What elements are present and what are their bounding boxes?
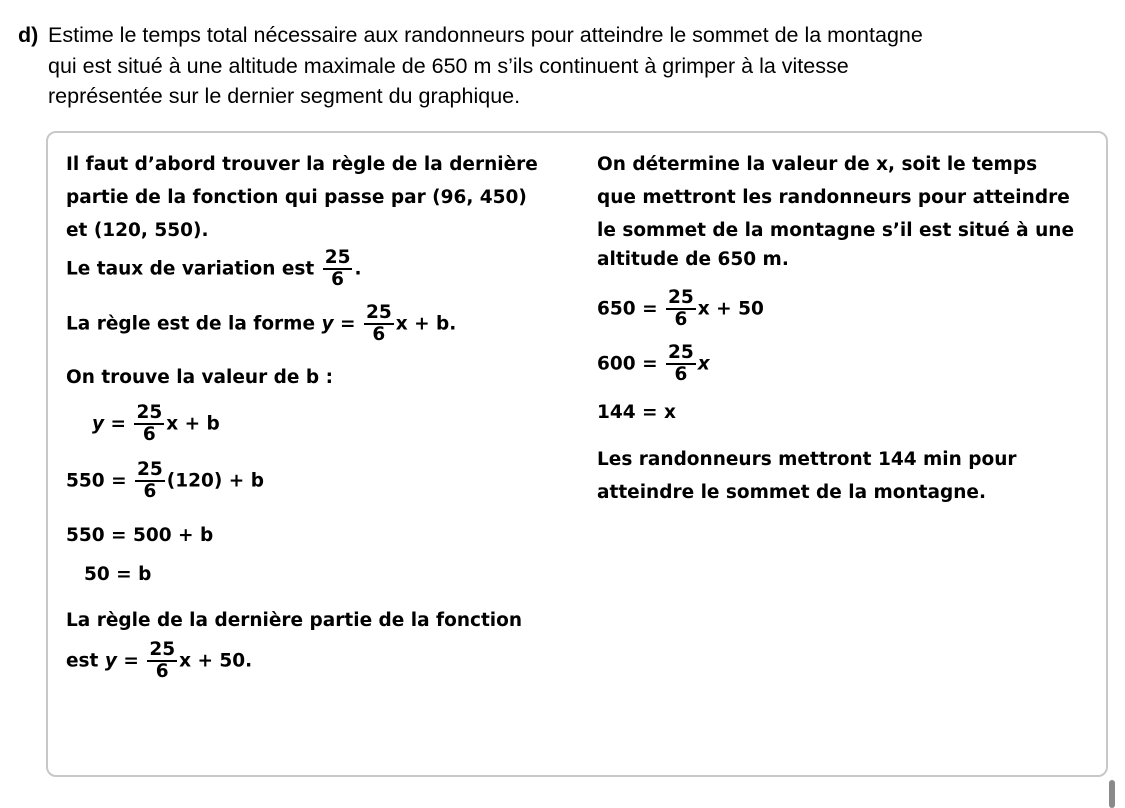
equation-4: 50 = b — [84, 564, 152, 585]
rule-form-line: La règle est de la forme y = $\frac{25}{6}$ x + b. — [66, 302, 457, 346]
fraction: $\frac{25}{6}$ — [668, 287, 694, 331]
fraction: $\frac{25}{6}$ — [365, 302, 392, 346]
equation-3: 550 = 500 + b — [66, 525, 214, 546]
left-intro-line-1: Il faut d’abord trouver la règle de la dernière — [66, 154, 538, 175]
right-intro-line-2: que mettront les randonneurs pour atteindre — [597, 187, 1070, 208]
result-line-1: Les randonneurs mettront 144 min pour — [597, 449, 1017, 470]
right-equation-1: 650 = $\frac{25}{6}$ x + 50 — [597, 287, 764, 331]
right-intro-line-4: altitude de 650 m. — [597, 249, 789, 270]
right-intro-line-3: le sommet de la montagne s’il est situé à une — [597, 220, 1074, 241]
conclusion-line-1: La règle de la dernière partie de la fonction — [66, 610, 523, 631]
result-line-2: atteindre le sommet de la montagne. — [597, 482, 986, 503]
question-line-2: qui est situé à une altitude maximale de 650 m s’ils continuent à grimper à la vitesse — [48, 53, 849, 78]
right-equation-3: 144 = x — [597, 402, 676, 423]
fraction: $\frac{25}{6}$ — [136, 402, 163, 446]
question-label: d) — [18, 23, 39, 47]
equation-2: 550 = $\frac{25}{6}$ (120) + b — [66, 459, 264, 503]
question-text — [18, 20, 1108, 112]
fraction: $\frac{25}{6}$ — [149, 639, 176, 683]
conclusion-line-2: est y = $\frac{25}{6}$ x + 50. — [66, 639, 253, 683]
scrollbar-thumb[interactable] — [1109, 780, 1115, 808]
right-intro-line-1: On détermine la valeur de x, soit le temps — [597, 154, 1038, 175]
equation-1: y = $\frac{25}{6}$ x + b — [92, 402, 220, 446]
fraction: $\frac{25}{6}$ — [324, 247, 351, 291]
left-intro-line-2: partie de la fonction qui passe par (96, 450) — [66, 187, 527, 208]
find-b-line: On trouve la valeur de b : — [66, 367, 333, 388]
rate-of-change-line: Le taux de variation est $\frac{25}{6}$ . — [66, 247, 362, 291]
question-line-3: représentée sur le dernier segment du graphique. — [48, 84, 521, 108]
right-equation-2: 600 = $\frac{25}{6}$ x — [597, 342, 710, 386]
fraction: $\frac{25}{6}$ — [668, 342, 694, 386]
fraction: $\frac{25}{6}$ — [137, 459, 163, 503]
question-line-1: d) Estime le temps total nécessaire aux randonneurs pour atteindre le sommet de la montagne — [18, 20, 1108, 51]
left-intro-line-3: et (120, 550). — [66, 220, 209, 241]
